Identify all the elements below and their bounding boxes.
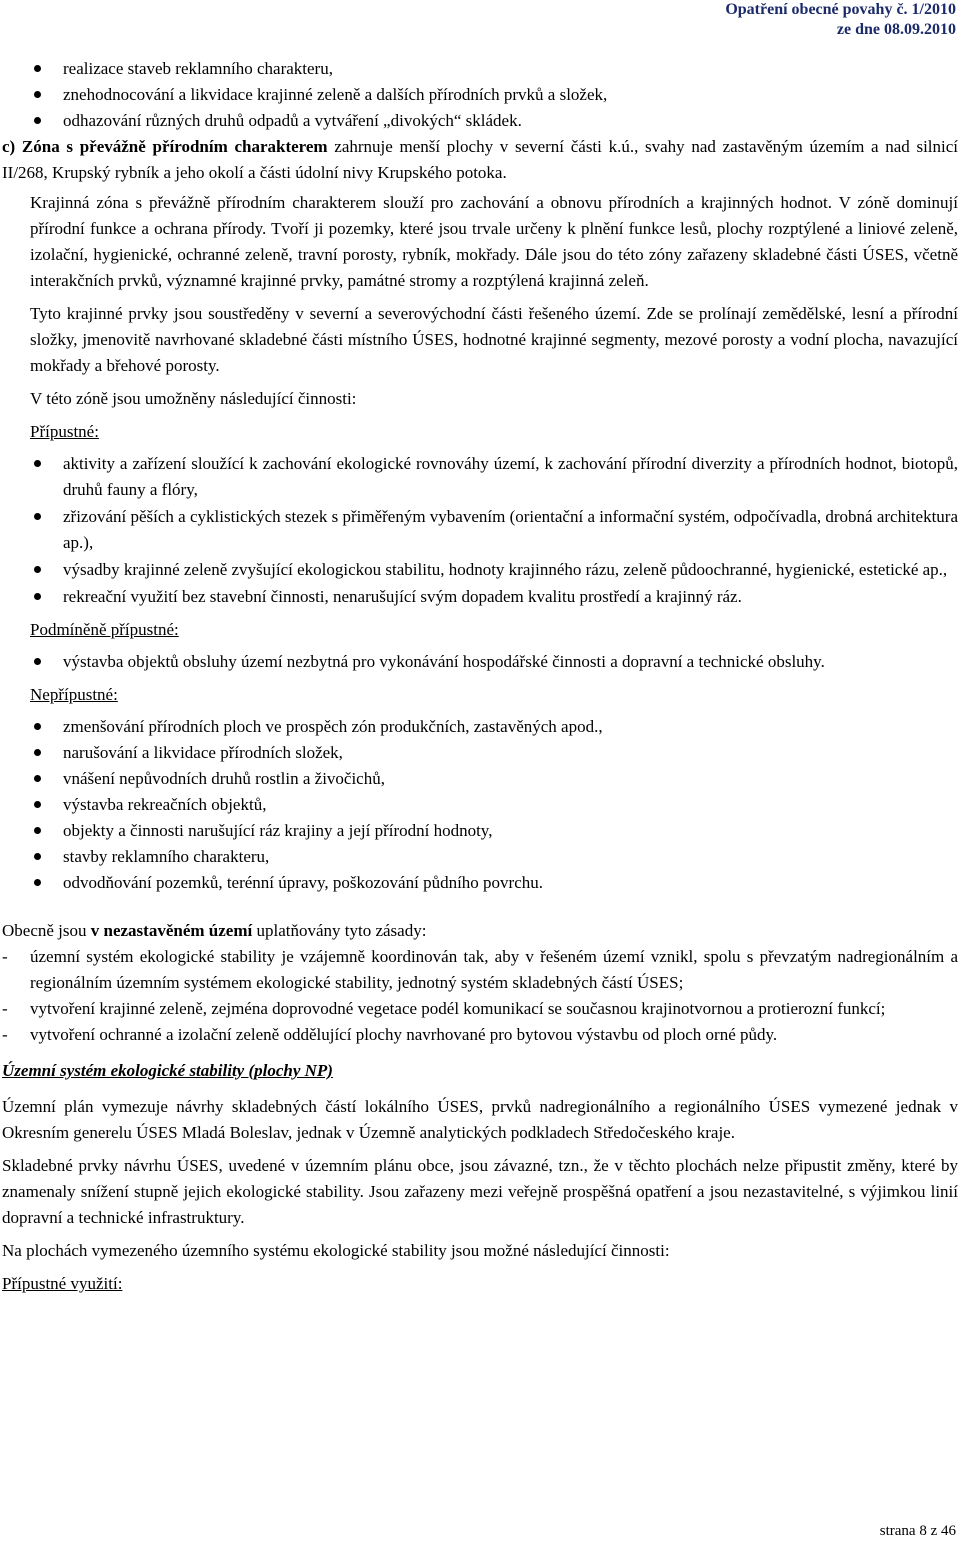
- list-item: rekreační využití bez stavební činnosti, nenarušující svým dopadem kvalitu prostředí a krajinný ráz.: [2, 584, 958, 610]
- conditional-heading: Podmíněně přípustné:: [30, 620, 179, 639]
- list-item: - vytvoření ochranné a izolační zeleně oddělující plochy navrhované pro bytovou výstavbu od ploch orné půdy.: [2, 1022, 958, 1048]
- principles-lead-pre: Obecně jsou: [2, 921, 91, 940]
- document-body: [2, 56, 958, 1297]
- list-item: zmenšování přírodních ploch ve prospěch zón produkčních, zastavěných apod.,: [2, 714, 958, 740]
- list-item: - územní systém ekologické stability je vzájemně koordinován tak, aby v řešeném území vznikl, spolu s převzatým nadregionálním a regionálním územním systémem ekologické stability, jednotný systém skladebných částí ÚSES;: [2, 944, 958, 996]
- uses-paragraph-1: Územní plán vymezuje návrhy skladebných částí lokálního ÚSES, prvků nadregionálního a regionálního ÚSES vymezené jednak v Okresním generelu ÚSES Mladá Boleslav, jednak v Územně analytických podkladech Středočeského kraje.: [2, 1097, 958, 1142]
- zone-c-intro-text: zahrnuje menší plochy v severní části k.ú., svahy nad zastavěným územím a nad silnicí II/268, Krupský rybník a jeho okolí a části údolní nivy Krupského potoka.: [2, 137, 959, 182]
- zone-c-prefix: c): [2, 137, 16, 156]
- conditional-list: [2, 649, 958, 675]
- list-item: výstavba objektů obsluhy území nezbytná pro vykonávání hospodářské činnosti a dopravní a technické obsluhy.: [2, 649, 958, 675]
- principles-list: [2, 944, 958, 1048]
- list-item: stavby reklamního charakteru,: [2, 844, 958, 870]
- page-header: [725, 0, 956, 40]
- allowed-heading: Přípustné:: [30, 422, 99, 441]
- forbidden-list: [2, 714, 958, 896]
- top-bullet-list: [2, 56, 958, 134]
- list-item: narušování a likvidace přírodních složek,: [2, 740, 958, 766]
- document-date: ze dne 08.09.2010: [836, 21, 956, 38]
- list-item: zřizování pěších a cyklistických stezek s přiměřeným vybavením (orientační a informační systém, odpočívadla, drobná architektura ap.),: [2, 504, 958, 556]
- principles-lead-bold: v nezastavěném území: [90, 921, 253, 940]
- zone-c-intro: [2, 134, 958, 186]
- list-item: odhazování různých druhů odpadů a vytváření „divokých“ skládek.: [2, 108, 958, 134]
- conditional-heading-block: [2, 617, 958, 643]
- list-item: - vytvoření krajinné zeleně, zejména doprovodné vegetace podél komunikací se současnou krajinotvornou a protierozní funkcí;: [2, 996, 958, 1022]
- zone-c-block: [2, 190, 958, 445]
- principles-lead-post: uplatňovány tyto zásady:: [252, 921, 427, 940]
- zone-c-title: Zóna s převážně přírodním charakterem: [21, 137, 328, 156]
- forbidden-heading: Nepřípustné:: [30, 685, 118, 704]
- zone-c-paragraph-2: Tyto krajinné prvky jsou soustředěny v severní a severovýchodní části řešeného území. Zde se prolínají zemědělské, lesní a přírodní složky, jmenovitě navrhované skladebné části místního ÚSES, hodnotné krajinné segmenty, mezové porosty a vodní plocha, navazující mokřady a břehové porosty.: [30, 304, 958, 375]
- list-item: aktivity a zařízení sloužící k zachování ekologické rovnováhy území, k zachování přírodní diverzity a přírodních hodnot, biotopů, druhů fauny a flóry,: [2, 451, 958, 503]
- list-item: výsadby krajinné zeleně zvyšující ekologickou stabilitu, hodnoty krajinného rázu, zeleně půdoochranné, hygienické, estetické ap.,: [2, 557, 958, 583]
- list-item: realizace staveb reklamního charakteru,: [2, 56, 958, 82]
- page-number: strana 8 z 46: [879, 1523, 956, 1539]
- list-item: výstavba rekreačních objektů,: [2, 792, 958, 818]
- zone-c-paragraph-1: Krajinná zóna s převážně přírodním charakterem slouží pro zachování a obnovu přírodních a krajinných hodnot. V zóně dominují přírodní funkce a ochrana přírody. Tvoří ji pozemky, které jsou trvale určeny k plnění funkce lesů, plochy rozptýlené a liniové zeleně, izolační, hygienické, ochranné zeleně, travní porosty, rybník, mokřady. Dále jsou do této zóny zařazeny skladebné části ÚSES, včetně interakčních prvků, významné krajinné prvky, památné stromy a rozptýlená krajinná zeleň.: [30, 193, 958, 290]
- list-item: znehodnocování a likvidace krajinné zeleně a dalších přírodních prvků a složek,: [2, 82, 958, 108]
- principles-lead: [2, 918, 958, 944]
- list-item: objekty a činnosti narušující ráz krajiny a její přírodní hodnoty,: [2, 818, 958, 844]
- uses-paragraph-3: Na plochách vymezeného územního systému ekologické stability jsou možné následující činnosti:: [2, 1241, 670, 1260]
- list-item: vnášení nepůvodních druhů rostlin a živočichů,: [2, 766, 958, 792]
- uses-allowed-heading: Přípustné využití:: [2, 1274, 123, 1293]
- document-title: Opatření obecné povahy č. 1/2010: [725, 1, 956, 18]
- forbidden-heading-block: [2, 682, 958, 708]
- allowed-list: [2, 451, 958, 610]
- uses-section-title: Územní systém ekologické stability (plochy NP): [2, 1061, 333, 1080]
- uses-paragraph-2: Skladebné prvky návrhu ÚSES, uvedené v územním plánu obce, jsou závazné, tzn., že v těchto plochách nelze připustit změny, které by znamenaly snížení stupně jejich ekologické stability. Jsou zařazeny mezi veřejně prospěšná opatření a jsou nezastavitelné, s výjimkou linií dopravní a technické infrastruktury.: [2, 1156, 958, 1227]
- list-item: odvodňování pozemků, terénní úpravy, poškozování půdního povrchu.: [2, 870, 958, 896]
- zone-c-paragraph-3: V této zóně jsou umožněny následující činnosti:: [30, 389, 357, 408]
